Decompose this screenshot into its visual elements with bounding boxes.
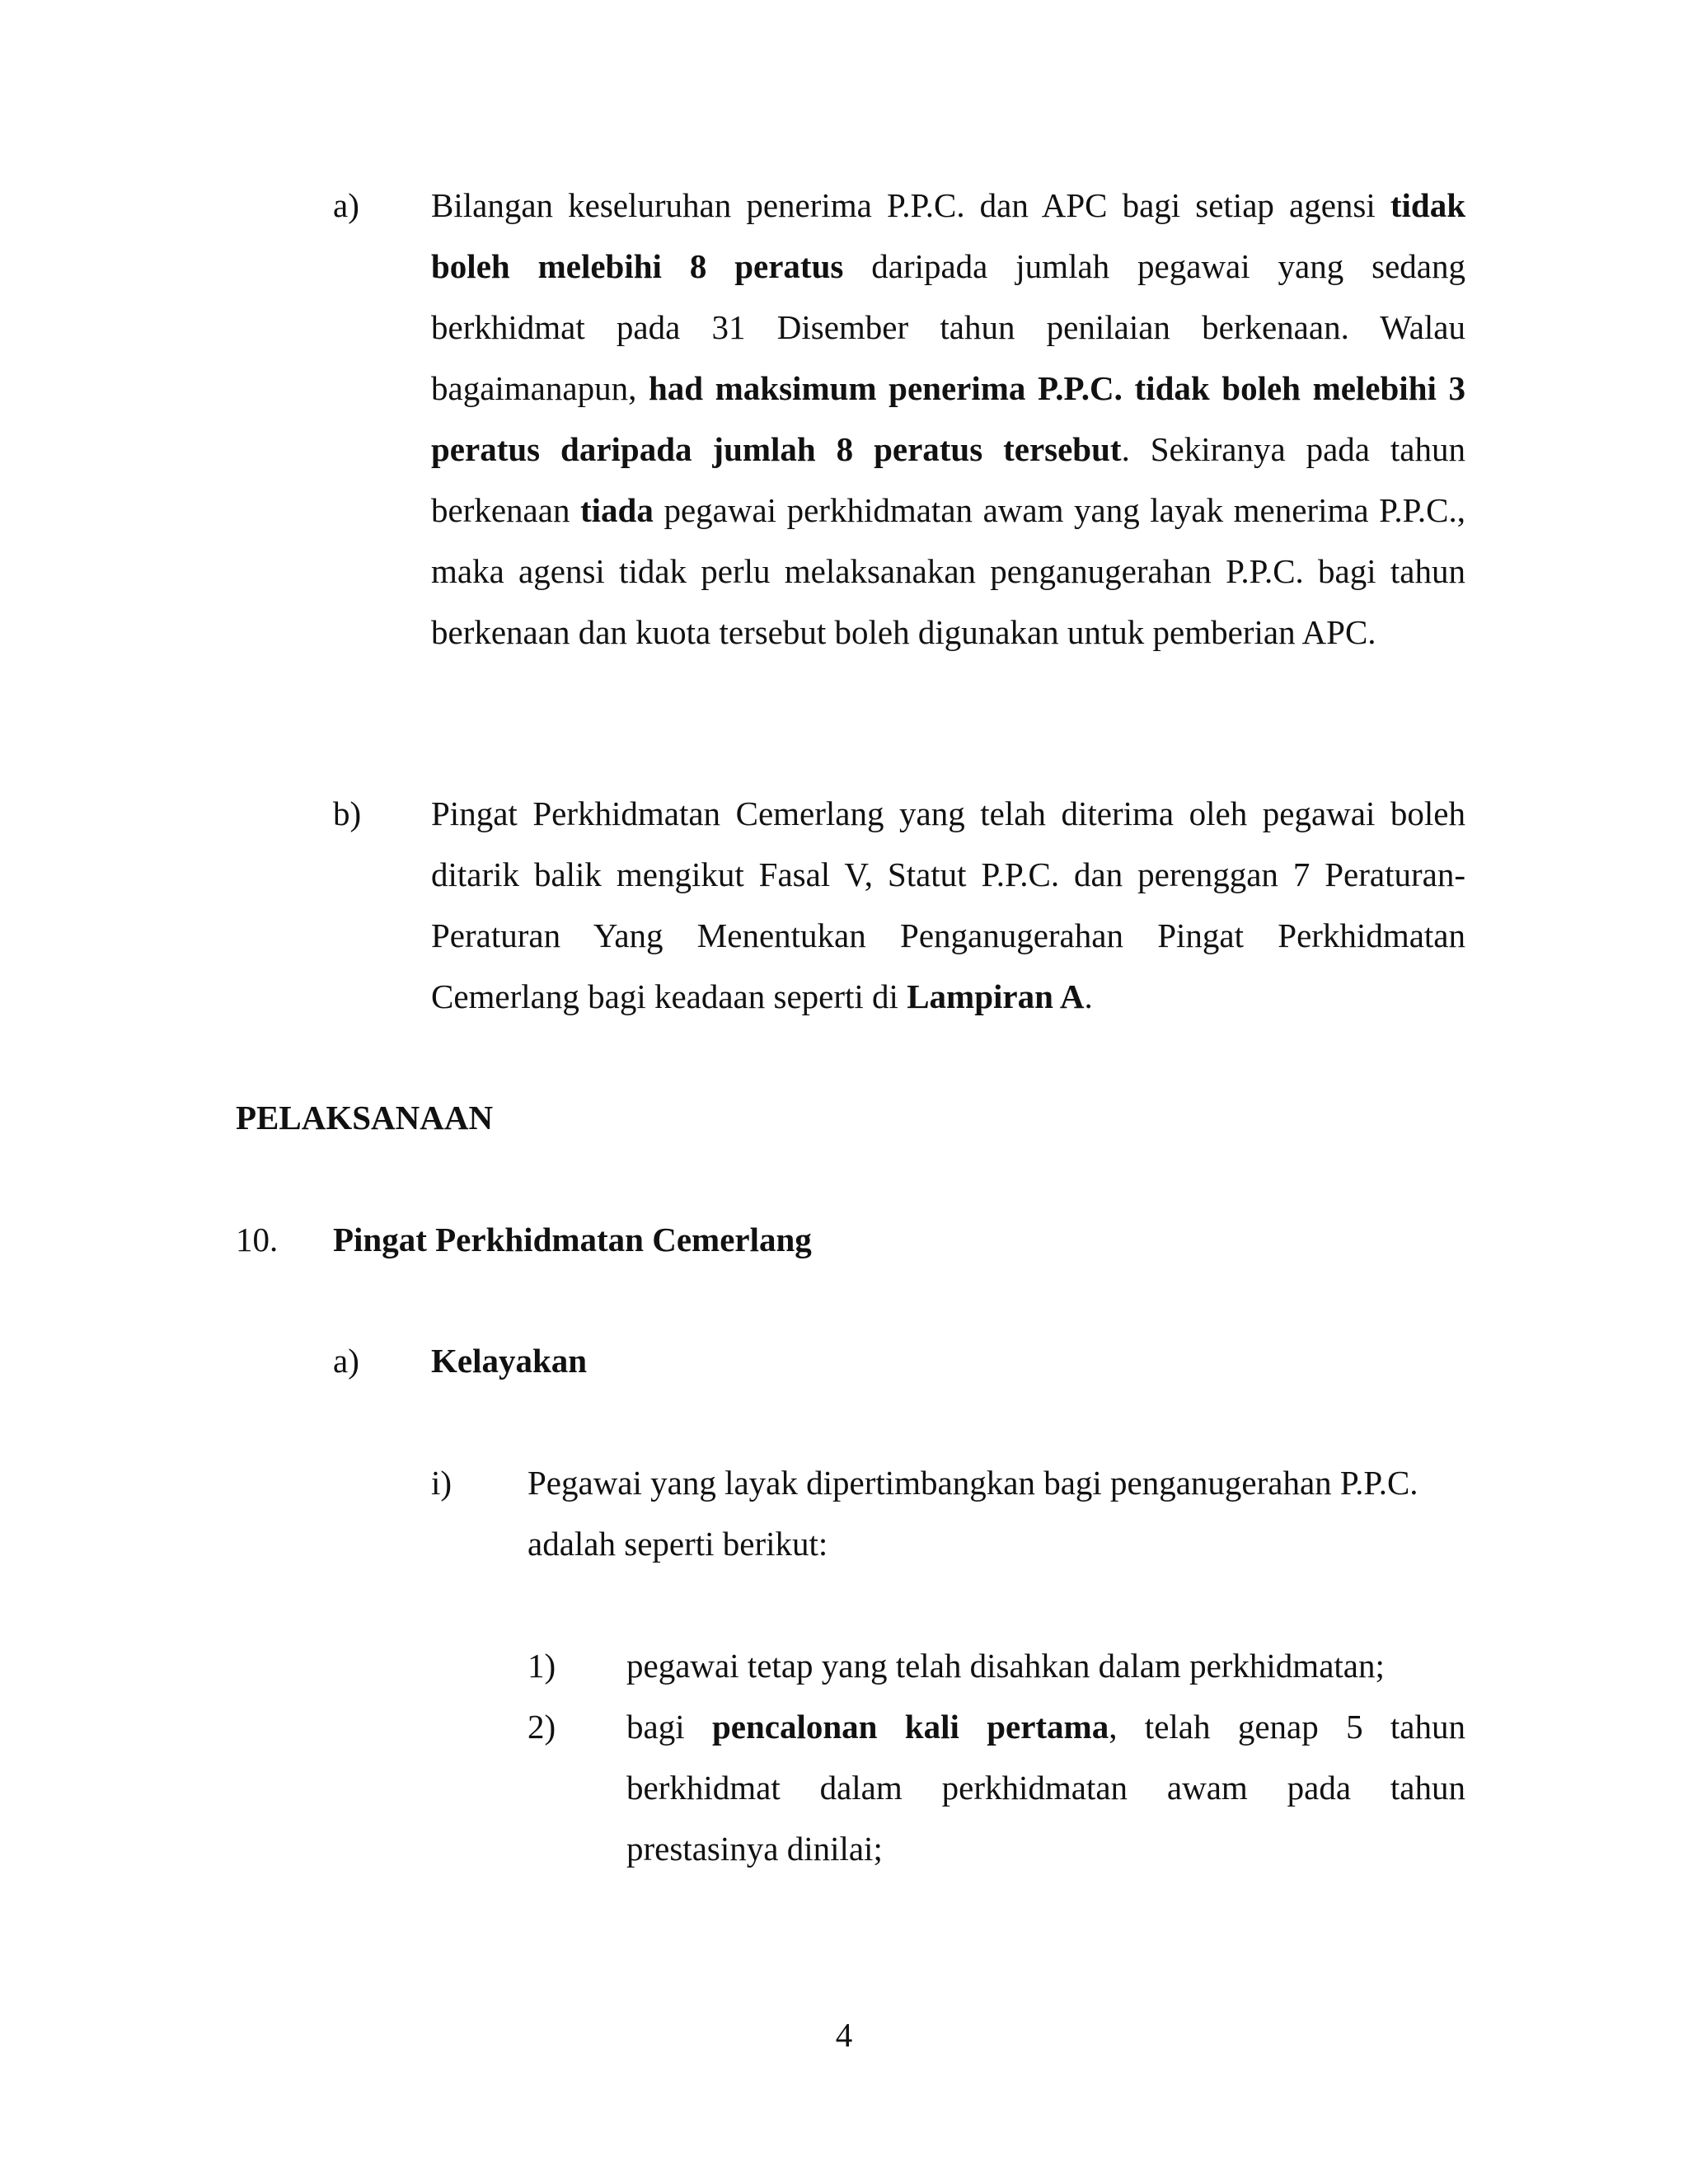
- section-10-number: 10.: [236, 1221, 279, 1258]
- page-number: 4: [835, 2016, 853, 2054]
- section-a-text-4: pegawai perkhidmatan awam yang layak menerima P.P.C., maka agensi tidak perlu melaksanakan penganugerahan P.P.C. bagi tahun berkenaan dan kuota tersebut boleh digunakan untuk pemberian APC.: [431, 491, 1465, 651]
- section-a-marker: a): [333, 186, 359, 224]
- section-a-text-1: Bilangan keseluruhan penerima P.P.C. dan APC bagi setiap agensi: [431, 186, 1390, 224]
- section-b-text-1: Pingat Perkhidmatan Cemerlang yang telah diterima oleh pegawai boleh ditarik balik mengikut Fasal V, Statut P.P.C. dan perenggan 7 Peraturan-Peraturan Yang Menentukan Penganugerahan Pingat Perkhidmatan Cemerlang bagi keadaan seperti di: [431, 794, 1465, 1015]
- pelaksanaan-heading: PELAKSANAAN: [236, 1099, 494, 1137]
- item-2-text-1: bagi: [626, 1708, 712, 1746]
- section-b-text-2: .: [1084, 977, 1093, 1015]
- kelayakan-marker: a): [333, 1342, 359, 1380]
- item-i-marker: i): [431, 1464, 452, 1502]
- section-a-text-3: . Sekiranya pada tahun berkenaan: [431, 430, 1465, 529]
- section-b-paragraph: [431, 783, 1465, 1027]
- section-10-title: Pingat Perkhidmatan Cemerlang: [333, 1221, 812, 1258]
- section-a-bold-2: had maksimum penerima P.P.C. tidak boleh melebihi 3 peratus daripada jumlah 8 peratus tersebut: [431, 369, 1465, 468]
- item-2-text-2: , telah genap 5 tahun berkhidmat dalam perkhidmatan awam pada tahun prestasinya dinilai;: [626, 1708, 1465, 1868]
- item-2-marker: 2): [528, 1708, 556, 1746]
- item-2-paragraph: [626, 1696, 1465, 1879]
- item-1-marker: 1): [528, 1647, 556, 1685]
- section-a-paragraph: [431, 175, 1465, 663]
- item-2-bold: pencalonan kali pertama: [711, 1708, 1109, 1746]
- kelayakan-title: Kelayakan: [431, 1342, 588, 1380]
- item-1-paragraph: pegawai tetap yang telah disahkan dalam perkhidmatan;: [626, 1647, 1385, 1685]
- lampiran-a-reference: Lampiran A: [907, 977, 1085, 1015]
- item-i-paragraph: Pegawai yang layak dipertimbangkan bagi penganugerahan P.P.C. adalah seperti berikut:: [528, 1464, 1418, 1563]
- section-a-text-2: daripada jumlah pegawai yang sedang berkhidmat pada 31 Disember tahun penilaian berkenaan. Walau bagaimanapun,: [431, 247, 1465, 407]
- section-b-marker: b): [333, 794, 362, 832]
- section-a-bold-3: tiada: [580, 491, 654, 529]
- section-a-bold-1: tidak boleh melebihi 8 peratus: [431, 186, 1465, 285]
